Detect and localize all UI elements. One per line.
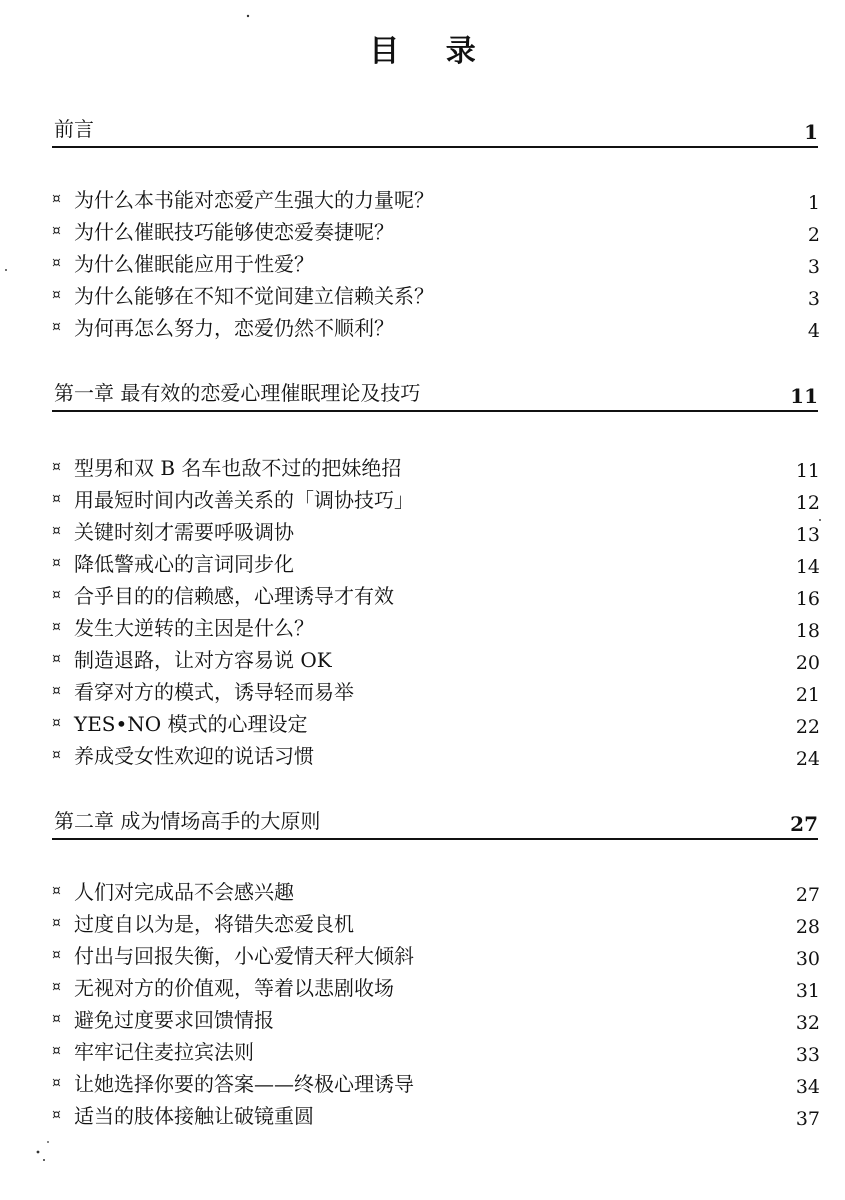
entry-title: 用最短时间内改善关系的「调协技巧」 (74, 488, 414, 512)
entry-title: 为什么本书能对恋爱产生强大的力量呢？ (74, 188, 434, 212)
bullet-icon: ¤ (52, 555, 61, 571)
bullet-icon: ¤ (52, 747, 61, 763)
entry-page-number: 37 (795, 1108, 820, 1130)
section-title: 前言 (54, 117, 94, 141)
entry-page-number: 3 (807, 288, 820, 310)
entry-title: 关键时刻才需要呼吸调协 (74, 520, 294, 544)
entry-title: 为什么催眠能应用于性爱？ (74, 252, 314, 276)
entry-title: 降低警戒心的言词同步化 (74, 552, 294, 576)
bullet-icon: ¤ (52, 523, 61, 539)
bullet-icon: ¤ (52, 587, 61, 603)
bullet-icon: ¤ (52, 459, 61, 475)
entry-title: 型男和双 B 名车也敌不过的把妹绝招 (74, 456, 402, 480)
entry-page-number: 4 (807, 320, 820, 342)
entry-page-number: 16 (795, 588, 820, 610)
entry-page-number: 27 (795, 884, 820, 906)
entry-title: 发生大逆转的主因是什么？ (74, 616, 314, 640)
page-title: 目 录 (369, 34, 494, 69)
section-page-number: 11 (790, 384, 818, 408)
entry-page-number: 3 (807, 256, 820, 278)
bullet-icon: ¤ (52, 1107, 61, 1123)
bullet-icon: ¤ (52, 491, 61, 507)
entry-title: 付出与回报失衡，小心爱情天秤大倾斜 (74, 944, 414, 968)
bullet-icon: ¤ (52, 683, 61, 699)
bullet-icon: ¤ (52, 715, 61, 731)
entry-title: 为什么能够在不知不觉间建立信赖关系？ (74, 284, 434, 308)
bullet-icon: ¤ (52, 191, 61, 207)
entry-page-number: 24 (795, 748, 820, 770)
bullet-icon: ¤ (52, 947, 61, 963)
entry-title: YES•NO 模式的心理设定 (74, 712, 308, 736)
bullet-icon: ¤ (52, 223, 61, 239)
section-page-number: 27 (790, 812, 818, 836)
entry-page-number: 31 (795, 980, 820, 1002)
entry-page-number: 28 (795, 916, 820, 938)
bullet-icon: ¤ (52, 1011, 61, 1027)
entry-title: 为什么催眠技巧能够使恋爱奏捷呢？ (74, 220, 394, 244)
entry-page-number: 22 (795, 716, 820, 738)
entry-page-number: 30 (795, 948, 820, 970)
entry-title: 制造退路，让对方容易说 OK (74, 648, 332, 672)
entry-title: 适当的肢体接触让破镜重圆 (74, 1104, 314, 1128)
entry-page-number: 33 (795, 1044, 820, 1066)
entry-page-number: 12 (795, 492, 820, 514)
entry-page-number: 18 (795, 620, 820, 642)
entry-page-number: 34 (795, 1076, 820, 1098)
bullet-icon: ¤ (52, 979, 61, 995)
section-page-number: 1 (804, 120, 818, 144)
entry-title: 过度自以为是，将错失恋爱良机 (74, 912, 354, 936)
entry-title: 看穿对方的模式，诱导轻而易举 (74, 680, 354, 704)
section-title: 第二章 成为情场高手的大原则 (54, 809, 321, 833)
bullet-icon: ¤ (52, 619, 61, 635)
bullet-icon: ¤ (52, 883, 61, 899)
entry-page-number: 13 (795, 524, 820, 546)
entry-page-number: 2 (807, 224, 820, 246)
bullet-icon: ¤ (52, 1075, 61, 1091)
entry-page-number: 20 (795, 652, 820, 674)
entry-page-number: 11 (795, 460, 820, 482)
bullet-icon: ¤ (52, 651, 61, 667)
bullet-icon: ¤ (52, 915, 61, 931)
bullet-icon: ¤ (52, 319, 61, 335)
entry-title: 无视对方的价值观，等着以悲剧收场 (74, 976, 394, 1000)
entry-title: 合乎目的的信赖感，心理诱导才有效 (74, 584, 394, 608)
entry-title: 养成受女性欢迎的说话习惯 (74, 744, 314, 768)
entry-title: 避免过度要求回馈情报 (74, 1008, 274, 1032)
entry-title: 为何再怎么努力，恋爱仍然不顺利？ (74, 316, 394, 340)
entry-title: 让她选择你要的答案——终极心理诱导 (74, 1072, 414, 1096)
entry-page-number: 14 (795, 556, 820, 578)
entry-title: 牢牢记住麦拉宾法则 (74, 1040, 254, 1064)
entry-page-number: 32 (795, 1012, 820, 1034)
bullet-icon: ¤ (52, 255, 61, 271)
section-title: 第一章 最有效的恋爱心理催眠理论及技巧 (54, 381, 421, 405)
bullet-icon: ¤ (52, 1043, 61, 1059)
entry-page-number: 21 (795, 684, 820, 706)
bullet-icon: ¤ (52, 287, 61, 303)
entry-title: 人们对完成品不会感兴趣 (74, 880, 294, 904)
entry-page-number: 1 (807, 192, 820, 214)
